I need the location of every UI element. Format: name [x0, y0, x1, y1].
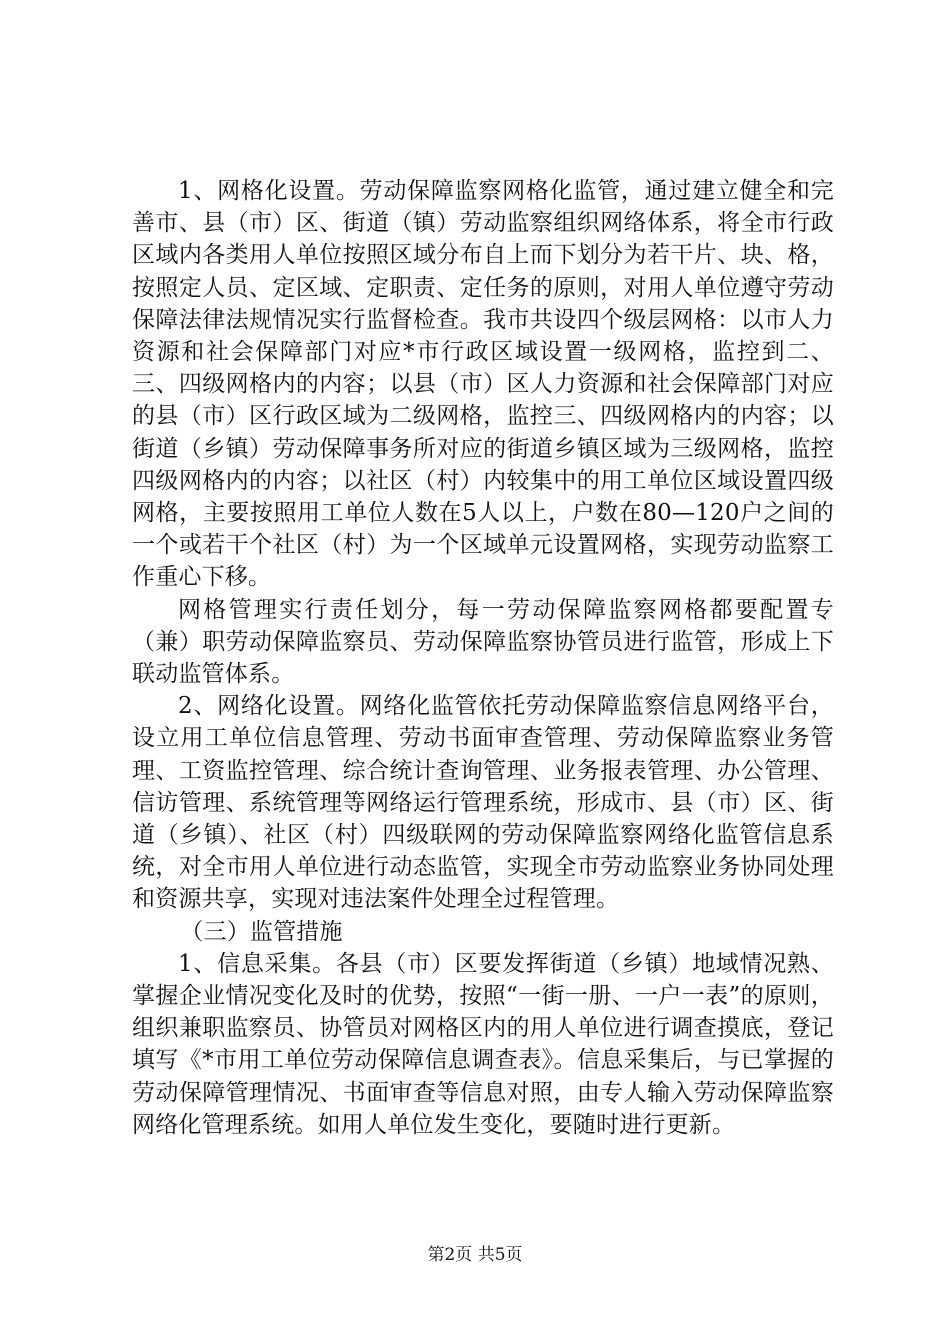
page-number-footer: 第2页 共5页	[427, 1245, 523, 1265]
section-heading-measures: （三）监管措施	[180, 918, 343, 945]
paragraph-grid-management: 网格管理实行责任划分，每一劳动保障监察网格都要配置专（兼）职劳动保障监察员、劳动保障监察协管员进行监管，形成上下联动监管体系。	[132, 596, 834, 688]
paragraph-info-collection: 1、信息采集。各县（市）区要发挥街道（乡镇）地域情况熟、掌握企业情况变化及时的优势，按照“一街一册、一户一表”的原则，组织兼职监察员、协管员对网格区内的用人单位进行调查摸底，登记填写《*市用工单位劳动保障信息调查表》。信息采集后，与已掌握的劳动保障管理情况、书面审查等信息对照，由专人输入劳动保障监察网络化管理系统。如用人单位发生变化，要随时进行更新。	[132, 950, 834, 1138]
paragraph-grid-setup: 1、网格化设置。劳动保障监察网格化监管，通过建立健全和完善市、县（市）区、街道（镇）劳动监察组织网络体系，将全市行政区域内各类用人单位按照区域分布自上而下划分为若干片、块、格，按照定人员、定区域、定职责、定任务的原则，对用人单位遵守劳动保障法律法规情况实行监督检查。我市共设四个级层网格：以市人力资源和社会保障部门对应*市行政区域设置一级网格，监控到二、三、四级网格内的内容；以县（市）区人力资源和社会保障部门对应的县（市）区行政区域为二级网格，监控三、四级网格内的内容；以街道（乡镇）劳动保障事务所对应的街道乡镇区域为三级网格，监控四级网格内的内容；以社区（村）内较集中的用工单位区域设置四级网格，主要按照用工单位人数在5人以上，户数在80—120户之间的一个或若干个社区（村）为一个区域单元设置网格，实现劳动监察工作重心下移。	[132, 178, 834, 591]
document-body	[132, 175, 834, 1141]
paragraph-network-setup: 2、网络化设置。网络化监管依托劳动保障监察信息网络平台，设立用工单位信息管理、劳动书面审查管理、劳动保障监察业务管理、工资监控管理、综合统计查询管理、业务报表管理、办公管理、信访管理、系统管理等网络运行管理系统，形成市、县（市）区、街道（乡镇）、社区（村）四级联网的劳动保障监察网络化监管信息系统，对全市用人单位进行动态监管，实现全市劳动监察业务协同处理和资源共享，实现对违法案件处理全过程管理。	[132, 693, 834, 913]
